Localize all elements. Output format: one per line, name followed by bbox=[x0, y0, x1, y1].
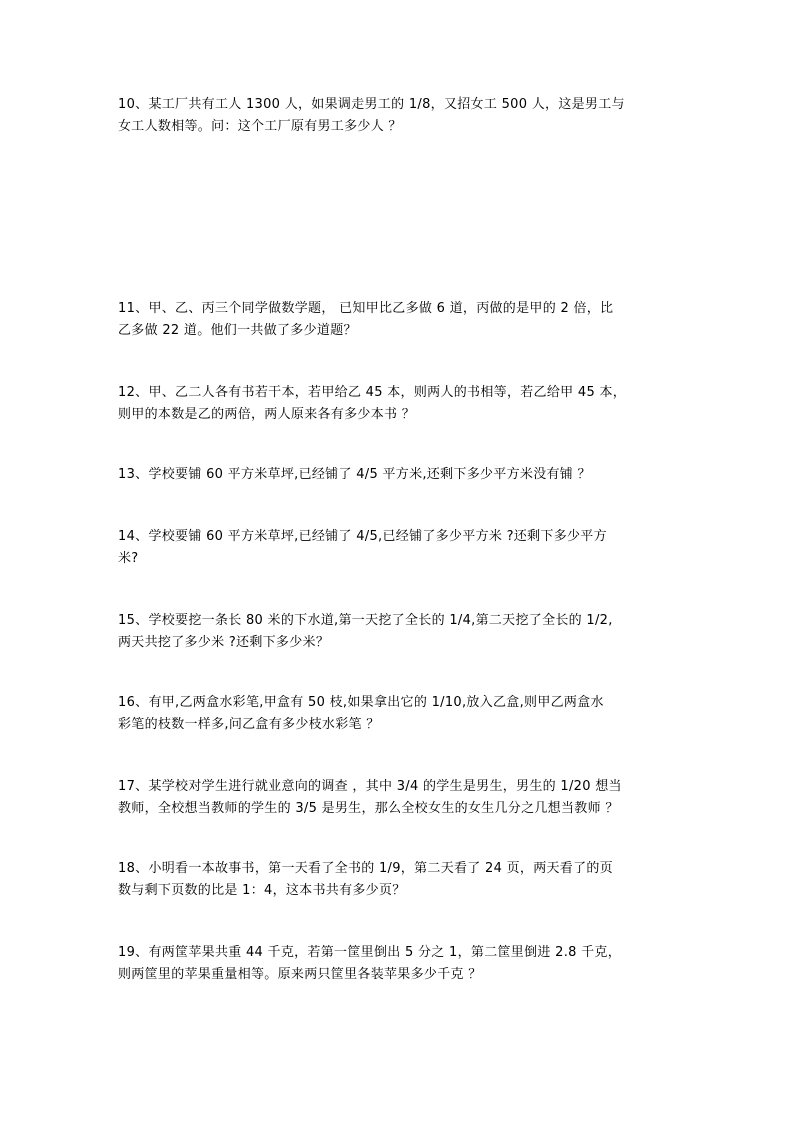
problem-18-line-2: 数与剩下页数的比是 1：4，这本书共有多少页？ bbox=[118, 883, 406, 898]
problem-12-line-2: 则甲的本数是乙的两倍，两人原来各有多少本书 ？ bbox=[118, 407, 416, 422]
problem-12 bbox=[118, 382, 678, 426]
problem-11-line-1: 11、甲、乙、丙三个同学做数学题， 已知甲比乙多做 6 道，丙做的是甲的 2 倍，比 bbox=[118, 301, 614, 316]
problem-19 bbox=[118, 942, 678, 986]
problem-13 bbox=[118, 464, 678, 486]
problem-11-line-2: 乙多做 22 道。他们一共做了多少道题？ bbox=[118, 323, 357, 338]
problem-15 bbox=[118, 610, 678, 654]
problem-18-line-1: 18、小明看一本故事书，第一天看了全书的 1/9，第二天看了 24 页，两天看了的页 bbox=[118, 861, 614, 876]
problem-19-line-2: 则两筐里的苹果重量相等。原来两只筐里各装苹果多少千克 ？ bbox=[118, 967, 482, 982]
problem-11 bbox=[118, 298, 678, 342]
problem-16-line-2: 彩笔的枝数一样多,问乙盒有多少枝水彩笔 ？ bbox=[118, 717, 380, 732]
problem-10-line-1: 10、某工厂共有工人 1300 人，如果调走男工的 1/8，又招女工 500 人，这是男工与 bbox=[118, 97, 625, 112]
problem-14-line-1: 14、学校要铺 60 平方米草坪,已经铺了 4/5,已经铺了多少平方米 ?还剩下多少平方 bbox=[118, 529, 607, 544]
problem-16-line-1: 16、有甲,乙两盒水彩笔,甲盒有 50 枝,如果拿出它的 1/10,放入乙盒,则甲乙两盒水 bbox=[118, 695, 604, 710]
problem-14 bbox=[118, 526, 678, 570]
problem-13-line-1: 13、学校要铺 60 平方米草坪,已经铺了 4/5 平方米,还剩下多少平方米没有铺 ？ bbox=[118, 467, 591, 482]
problem-14-line-2: 米? bbox=[118, 551, 139, 566]
problem-10 bbox=[118, 94, 678, 138]
problem-16 bbox=[118, 692, 678, 736]
problem-17-line-2: 教师，全校想当教师的学生的 3/5 是男生，那么全校女生的女生几分之几想当教师 ？ bbox=[118, 801, 619, 816]
problem-15-line-1: 15、学校要挖一条长 80 米的下水道,第一天挖了全长的 1/4,第二天挖了全长的 1/2, bbox=[118, 613, 613, 628]
problem-17-line-1: 17、某学校对学生进行就业意向的调查 ，其中 3/4 的学生是男生，男生的 1/20 想当 bbox=[118, 779, 622, 794]
problem-19-line-1: 19、有两筐苹果共重 44 千克，若第一筐里倒出 5 分之 1，第二筐里倒进 2.8 千克， bbox=[118, 945, 622, 960]
problem-12-line-1: 12、甲、乙二人各有书若干本，若甲给乙 45 本，则两人的书相等，若乙给甲 45 本， bbox=[118, 385, 627, 400]
problem-10-line-2: 女工人数相等。问：这个工厂原有男工多少人 ？ bbox=[118, 119, 402, 134]
problem-17 bbox=[118, 776, 678, 820]
problem-15-line-2: 两天共挖了多少米 ?还剩下多少米？ bbox=[118, 635, 330, 650]
problem-18 bbox=[118, 858, 678, 902]
